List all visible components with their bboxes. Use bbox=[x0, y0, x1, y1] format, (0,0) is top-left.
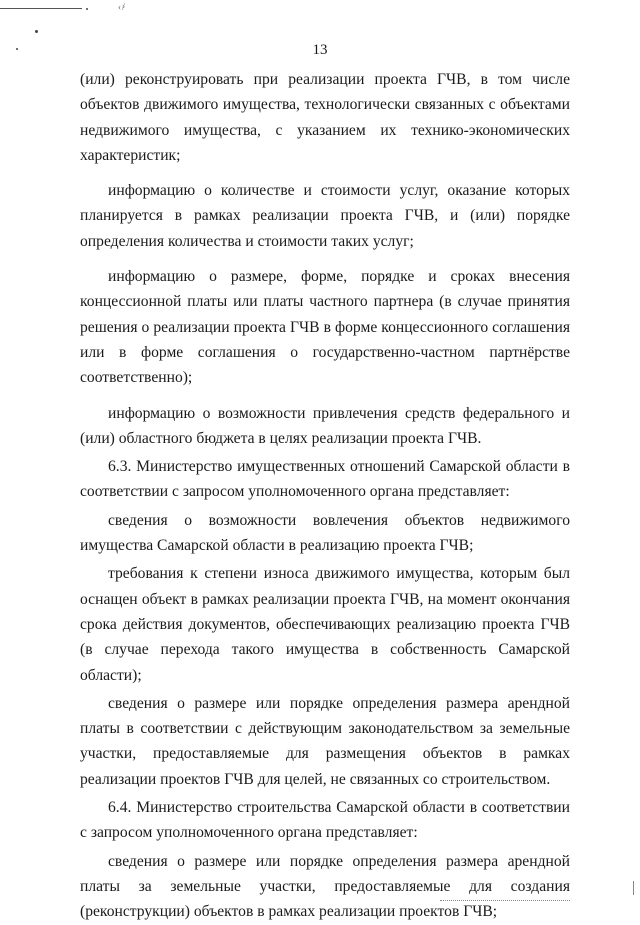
paragraph: сведения о возможности вовлечения объектов недвижимого имущества Самарской области в реализацию проекта ГЧВ; bbox=[80, 511, 570, 555]
scan-speck bbox=[86, 8, 88, 10]
scan-right-edge bbox=[633, 881, 634, 895]
page-number: 13 bbox=[312, 42, 328, 58]
paragraph: (или) реконструировать при реализации проекта ГЧВ, в том числе объектов движимого имущества, технологически связанных с объектами недвижимого имущества, с указанием их технико-экономических характеристик; bbox=[80, 71, 570, 164]
paragraph: требования к степени износа движимого имущества, которым был оснащен объект в рамках реализации проекта ГЧВ, на момент окончания срока действия документов, обеспечивающих реализацию проекта ГЧВ (в случае перехода такого имущества в собственность Самарской области); bbox=[80, 565, 570, 684]
paragraph: 6.3. Министерство имущественных отношений Самарской области в соответствии с запросом уполномоченного органа представляет: bbox=[80, 458, 570, 501]
paragraph: сведения о размере или порядке определения размера арендной платы за земельные участки, предоставляемые для создания (реконструкции) объектов в рамках реализации проектов ГЧВ; bbox=[80, 852, 570, 921]
scan-corner-mark: ‹҂ bbox=[118, 2, 127, 12]
paragraph: сведения о размере или порядке определения размера арендной платы в соответствии с действующим законодательством за земельные участки, предоставляемые для размещения объектов в рамках реализации проектов ГЧВ для целей, не связанных со строительством. bbox=[80, 694, 570, 788]
paragraph: информацию о количестве и стоимости услуг, оказание которых планируется в рамках реализации проекта ГЧВ, и (или) порядке определения количества и стоимости таких услуг; bbox=[80, 182, 570, 250]
paragraph: информацию о возможности привлечения средств федерального и (или) областного бюджета в целях реализации проекта ГЧВ. bbox=[80, 404, 570, 447]
scan-edge-line bbox=[0, 8, 82, 9]
scan-speck bbox=[35, 30, 38, 33]
paragraph: 6.4. Министерство строительства Самарской области в соответствии с запросом уполномоченного органа представляет: bbox=[80, 799, 570, 842]
scan-bottom-edge bbox=[440, 900, 570, 901]
paragraph: информацию о размере, форме, порядке и сроках внесения концессионной платы или платы частного партнера (в случае принятия решения о реализации проекта ГЧВ в форме концессионного соглашения или в форме соглашения о государственно-частном партнёрстве соответственно); bbox=[80, 268, 570, 387]
document-body bbox=[80, 67, 570, 925]
